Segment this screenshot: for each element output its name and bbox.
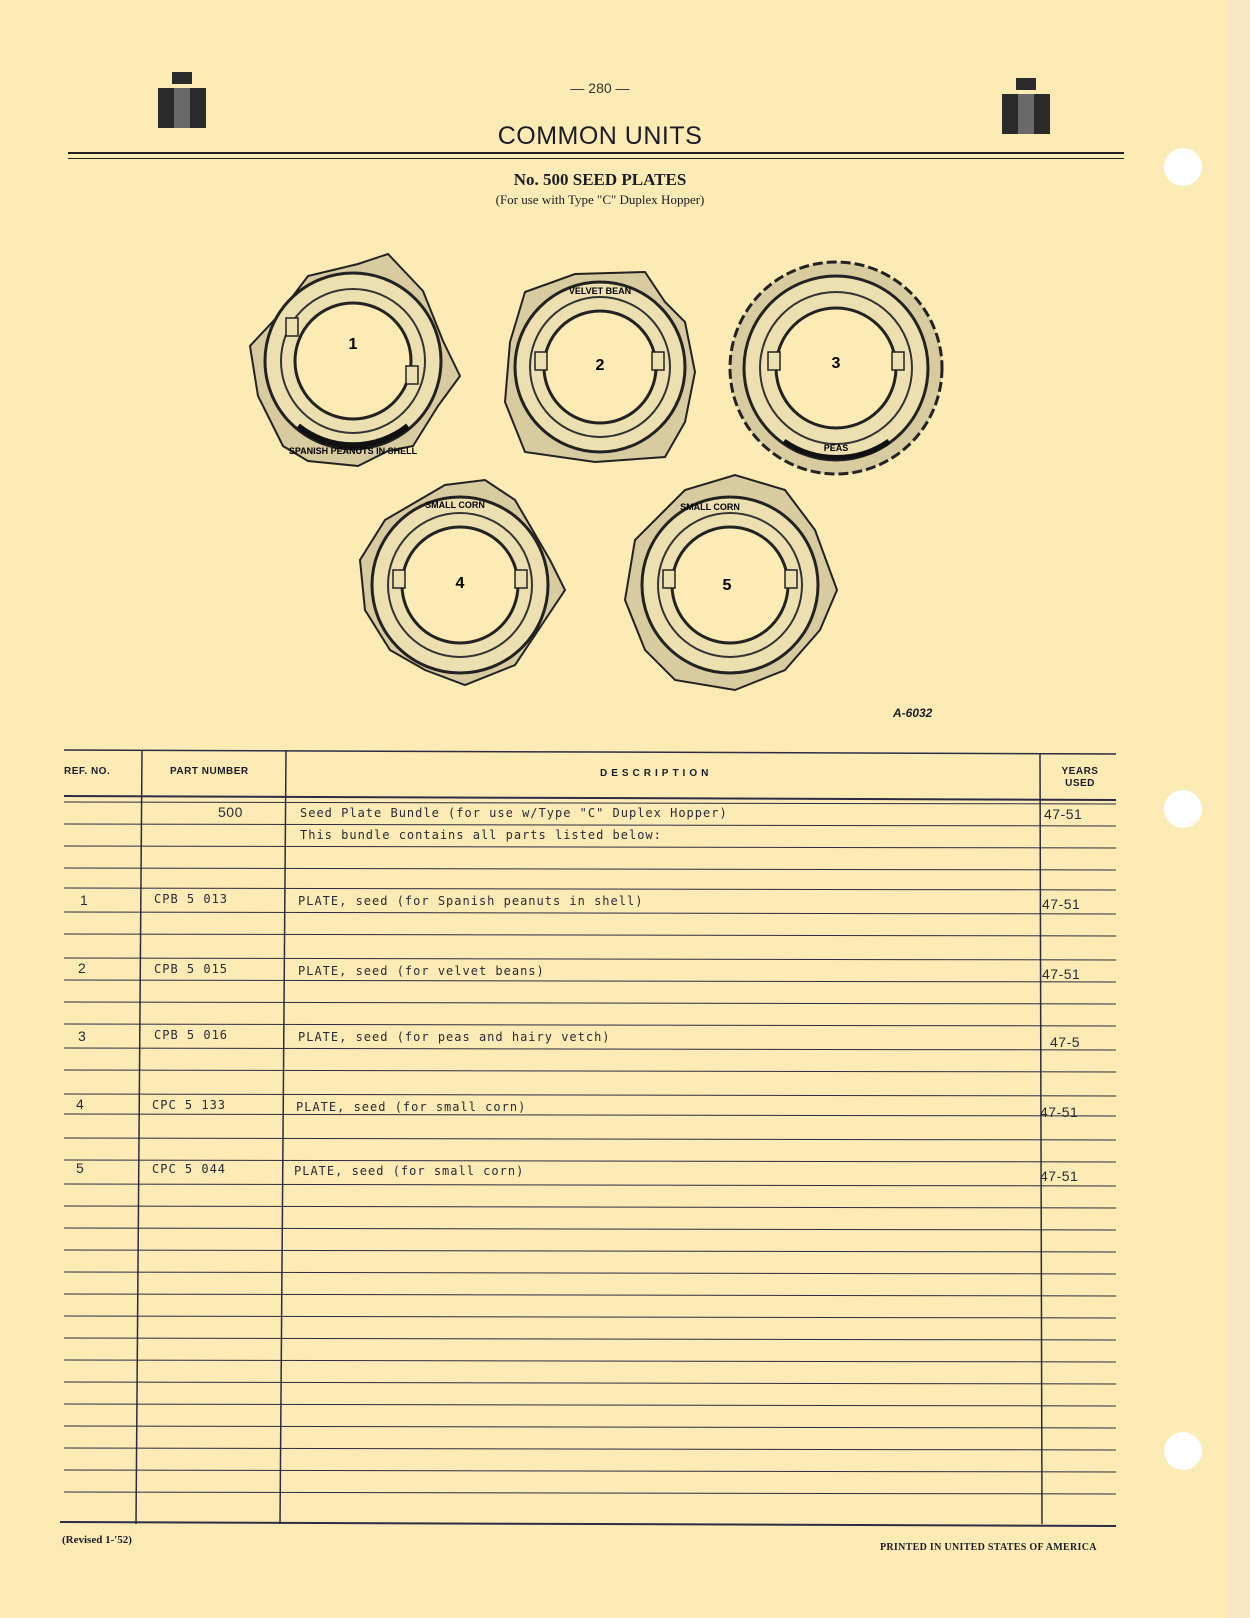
seed-plate-1-rim-text: SPANISH PEANUTS IN SHELL (288, 446, 418, 456)
seed-plate-4 (345, 470, 575, 700)
table-row-0-years: 47-51 (1044, 806, 1083, 822)
title-rule-thin (68, 158, 1124, 159)
column-header-part-number: PART NUMBER (170, 766, 249, 777)
table-row-5-description: PLATE, seed (for small corn) (296, 1100, 527, 1114)
table-row-3-years: 47-51 (1042, 966, 1081, 982)
table-row-6-description: PLATE, seed (for small corn) (294, 1164, 525, 1178)
seed-plate-5-number: 5 (722, 577, 732, 594)
revision-note: (Revised 1-'52) (62, 1534, 132, 1546)
table-row-6-ref: 5 (76, 1160, 85, 1176)
title-rule (68, 152, 1124, 154)
column-header-ref-no: REF. NO. (64, 766, 111, 777)
table-row-3-part: CPB 5 015 (154, 962, 229, 976)
table-row-2-part: CPB 5 013 (154, 892, 229, 906)
seed-plate-2-number: 2 (595, 357, 605, 374)
parts-table (60, 748, 1120, 1531)
seed-plate-1-number: 1 (348, 336, 358, 353)
table-row-0-part: 500 (218, 804, 243, 820)
binder-hole-middle (1164, 790, 1202, 828)
table-row-0-description: Seed Plate Bundle (for use w/Type "C" Duplex Hopper) (300, 806, 728, 820)
seed-plate-4-number: 4 (455, 575, 465, 592)
seed-plate-3 (724, 256, 948, 480)
table-row-5-ref: 4 (76, 1096, 85, 1112)
column-header-description: DESCRIPTION (600, 768, 713, 779)
page-title: COMMON UNITS (497, 122, 703, 150)
table-row-4-ref: 3 (78, 1028, 87, 1044)
table-row-4-years: 47-5 (1050, 1034, 1081, 1050)
seed-plate-3-number: 3 (831, 355, 841, 372)
table-row-4-part: CPB 5 016 (154, 1028, 229, 1042)
section-title: No. 500 SEED PLATES (513, 170, 687, 189)
table-row-2-description: PLATE, seed (for Spanish peanuts in shell) (298, 894, 644, 908)
table-row-3-ref: 2 (78, 960, 87, 976)
seed-plate-2-rim-text: VELVET BEAN (568, 286, 632, 296)
seed-plate-3-rim-text: PEAS (823, 443, 849, 453)
page-edge (1228, 0, 1250, 1618)
table-row-6-years: 47-51 (1040, 1168, 1079, 1184)
seed-plate-1 (238, 246, 468, 476)
table-row-2-ref: 1 (80, 892, 89, 908)
table-row-4-description: PLATE, seed (for peas and hairy vetch) (298, 1030, 611, 1044)
section-note: (For use with Type "C" Duplex Hopper) (495, 192, 705, 207)
table-row-1-description: This bundle contains all parts listed below: (300, 828, 662, 842)
table-row-2-years: 47-51 (1042, 896, 1081, 912)
seed-plate-5 (615, 470, 845, 700)
printed-note: PRINTED IN UNITED STATES OF AMERICA (880, 1542, 1097, 1553)
figure-reference: A-6032 (893, 706, 933, 720)
table-grid (60, 748, 1120, 1531)
page-number: — 280 — (570, 80, 630, 96)
seed-plate-5-rim-text: SMALL CORN (680, 502, 740, 512)
table-row-5-years: 47-51 (1040, 1104, 1079, 1120)
table-row-6-part: CPC 5 044 (152, 1162, 227, 1176)
seed-plate-4-rim-text: SMALL CORN (425, 500, 485, 510)
column-header-years-used: YEARS USED (1061, 766, 1099, 789)
seed-plate-2 (495, 262, 705, 472)
table-row-5-part: CPC 5 133 (152, 1098, 227, 1112)
table-row-3-description: PLATE, seed (for velvet beans) (298, 964, 545, 978)
binder-hole-bottom (1164, 1432, 1202, 1470)
